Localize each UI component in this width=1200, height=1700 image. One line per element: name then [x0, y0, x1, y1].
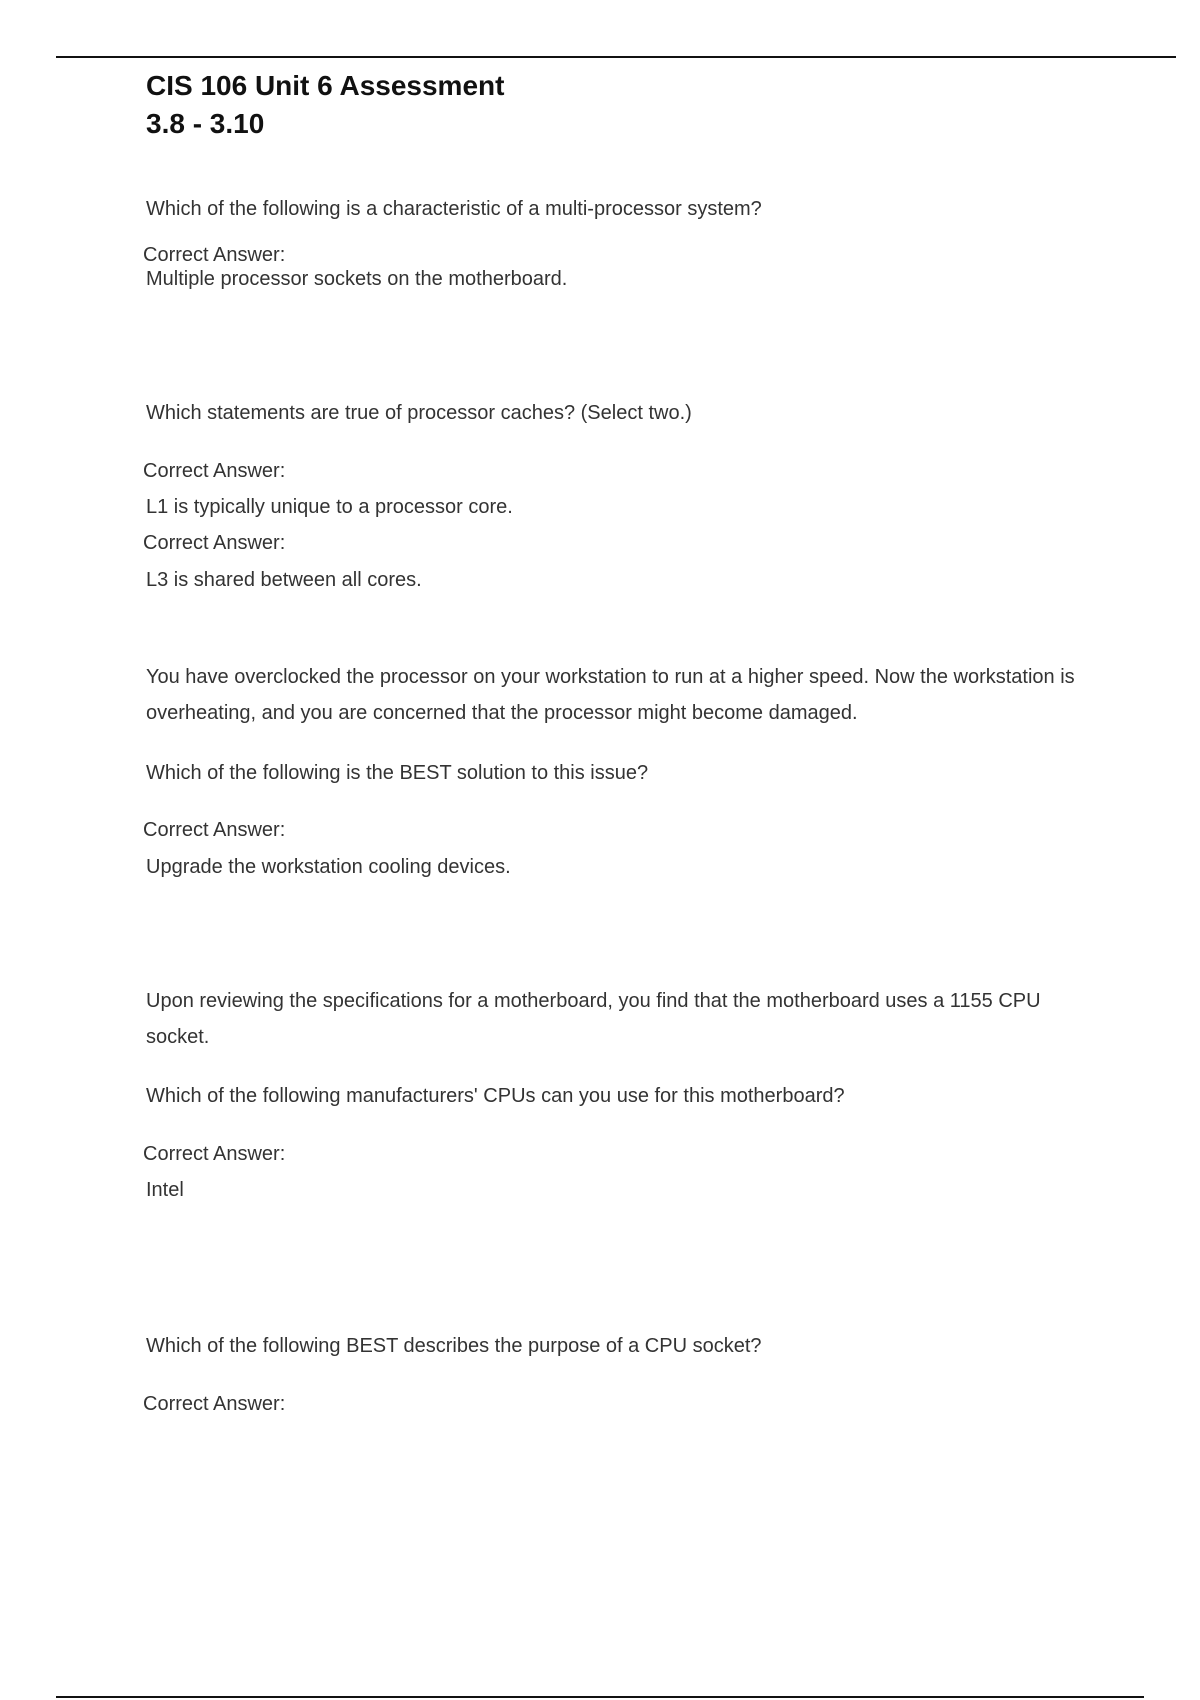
question-1-answer-label: Correct Answer: — [143, 244, 286, 266]
top-rule — [56, 56, 1176, 58]
bottom-rule — [56, 1696, 1144, 1698]
question-5-answer-label: Correct Answer: — [143, 1393, 286, 1415]
question-5-prompt: Which of the following BEST describes the purpose of a CPU socket? — [146, 1335, 762, 1357]
question-4-answer-1: Intel — [146, 1179, 184, 1201]
question-3-answer-label: Correct Answer: — [143, 819, 286, 841]
question-2-answer-1: L1 is typically unique to a processor core. — [146, 496, 513, 518]
question-4-answer-label: Correct Answer: — [143, 1143, 286, 1165]
question-2-answer-label-2: Correct Answer: — [143, 532, 286, 554]
question-3-scenario: You have overclocked the processor on your workstation to run at a higher speed. Now the workstation is overheating, and you are concerned that the processor might become damaged. — [146, 666, 1075, 724]
question-2-prompt: Which statements are true of processor caches? (Select two.) — [146, 402, 692, 424]
question-4-prompt: Which of the following manufacturers' CPUs can you use for this motherboard? — [146, 1085, 845, 1107]
question-4-scenario: Upon reviewing the specifications for a motherboard, you find that the motherboard uses a 1155 CPU socket. — [146, 990, 1041, 1048]
question-3-prompt: Which of the following is the BEST solution to this issue? — [146, 762, 649, 784]
question-1-answer-1: Multiple processor sockets on the motherboard. — [146, 268, 568, 290]
question-3-answer-1: Upgrade the workstation cooling devices. — [146, 856, 511, 878]
question-2-answer-2: L3 is shared between all cores. — [146, 569, 422, 591]
document-subtitle: 3.8 - 3.10 — [146, 108, 265, 139]
document-title: CIS 106 Unit 6 Assessment — [146, 70, 505, 101]
question-2-answer-label-1: Correct Answer: — [143, 460, 286, 482]
question-1-prompt: Which of the following is a characteristic of a multi-processor system? — [146, 198, 762, 220]
